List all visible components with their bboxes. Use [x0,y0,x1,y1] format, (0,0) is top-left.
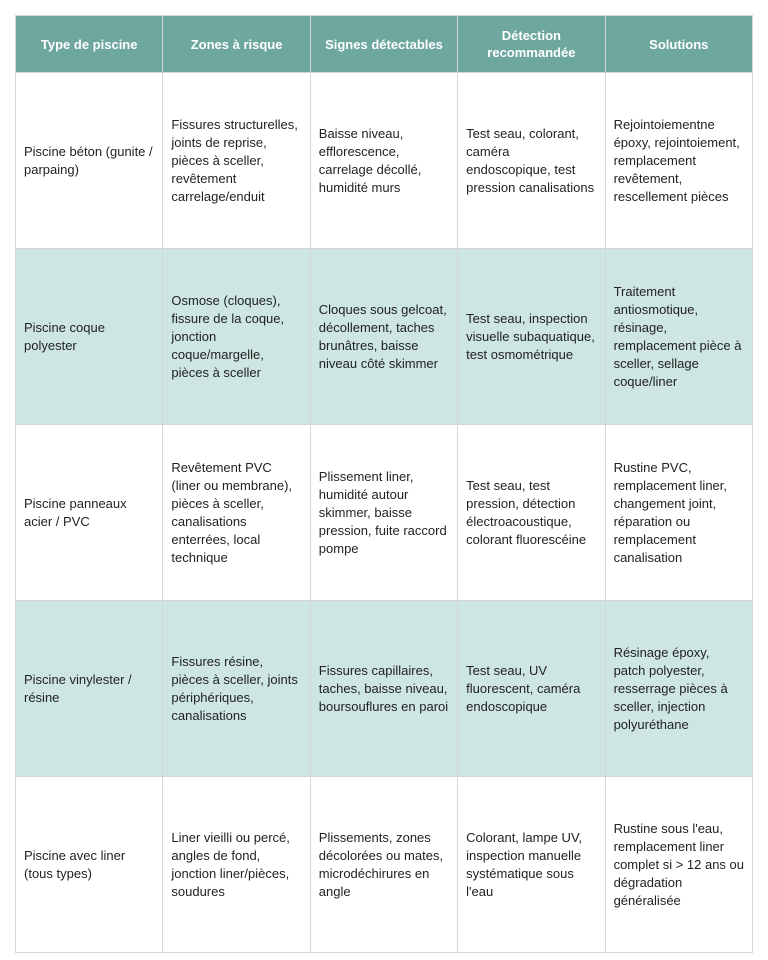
table-cell: Revêtement PVC (liner ou membrane), pièces à sceller, canalisations enterrées, local technique [163,425,310,601]
table-cell: Fissures résine, pièces à sceller, joints périphériques, canalisations [163,601,310,777]
table-cell: Test seau, UV fluorescent, caméra endoscopique [458,601,605,777]
table-cell: Traitement antiosmotique, résinage, remplacement pièce à sceller, sellage coque/liner [605,249,752,425]
table-cell: Cloques sous gelcoat, décollement, taches brunâtres, baisse niveau côté skimmer [310,249,457,425]
column-header: Zones à risque [163,16,310,73]
table-cell: Piscine coque polyester [16,249,163,425]
table-row [16,249,753,425]
table-row [16,777,753,953]
table-cell: Plissements, zones décolorées ou mates, microdéchirures en angle [310,777,457,953]
table-cell: Résinage époxy, patch polyester, resserrage pièces à sceller, injection polyuréthane [605,601,752,777]
table-cell: Liner vieilli ou percé, angles de fond, jonction liner/pièces, soudures [163,777,310,953]
table-cell: Fissures capillaires, taches, baisse niveau, boursouflures en paroi [310,601,457,777]
table-cell: Plissement liner, humidité autour skimmer, baisse pression, fuite raccord pompe [310,425,457,601]
table-cell: Osmose (cloques), fissure de la coque, jonction coque/margelle, pièces à sceller [163,249,310,425]
table-cell: Rustine PVC, remplacement liner, changement joint, réparation ou remplacement canalisation [605,425,752,601]
table-cell: Piscine panneaux acier / PVC [16,425,163,601]
table-cell: Baisse niveau, efflorescence, carrelage décollé, humidité murs [310,73,457,249]
column-header: Type de piscine [16,16,163,73]
table-cell: Test seau, inspection visuelle subaquatique, test osmométrique [458,249,605,425]
table-row [16,425,753,601]
table-cell: Colorant, lampe UV, inspection manuelle systématique sous l'eau [458,777,605,953]
column-header: Signes détectables [310,16,457,73]
table-row [16,601,753,777]
table-cell: Piscine vinylester / résine [16,601,163,777]
table-cell: Test seau, colorant, caméra endoscopique, test pression canalisations [458,73,605,249]
table-cell: Rejointoiementne époxy, rejointoiement, remplacement revêtement, rescellement pièces [605,73,752,249]
table-container [15,15,753,953]
table-cell: Rustine sous l'eau, remplacement liner complet si > 12 ans ou dégradation généralisée [605,777,752,953]
column-header: Solutions [605,16,752,73]
table-cell: Test seau, test pression, détection électroacoustique, colorant fluorescéine [458,425,605,601]
table-cell: Piscine avec liner (tous types) [16,777,163,953]
pool-leak-table [15,15,753,953]
table-cell: Piscine béton (gunite / parpaing) [16,73,163,249]
column-header: Détection recommandée [458,16,605,73]
table-row [16,73,753,249]
table-cell: Fissures structurelles, joints de reprise, pièces à sceller, revêtement carrelage/enduit [163,73,310,249]
header-row [16,16,753,73]
